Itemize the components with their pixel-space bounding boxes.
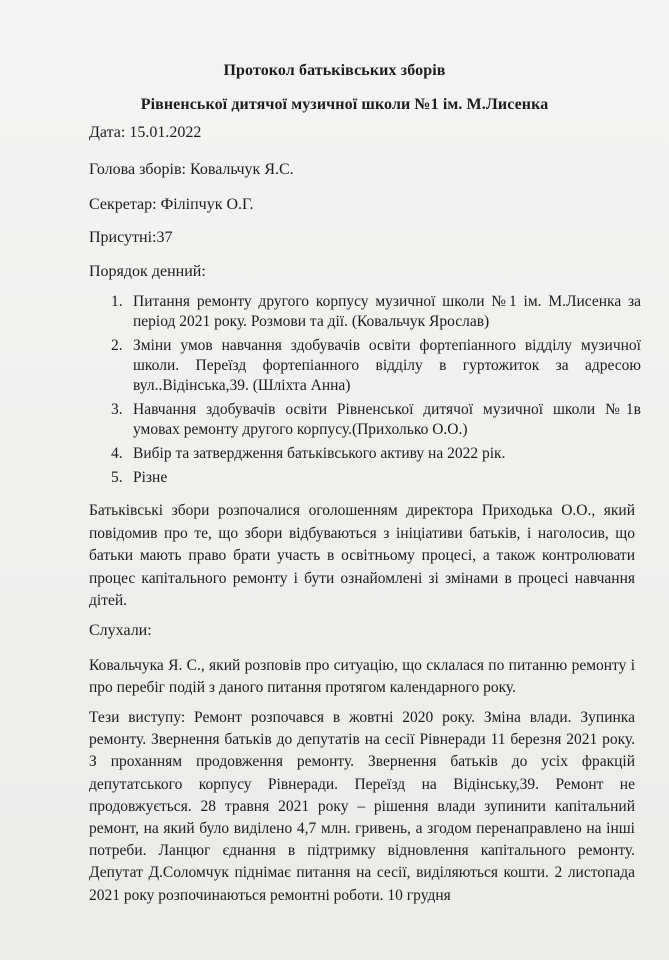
agenda-item [111, 444, 641, 464]
agenda-item-number: 5. [111, 469, 123, 486]
speaker-paragraph: Ковальчука Я. С., який розповів про ситуацію, що склалася по питанню ремонту і про перебіг подій з даного питання протягом календарного року. [89, 657, 635, 696]
agenda-item-number: 1. [111, 293, 123, 310]
listened-heading: Слухали: [89, 622, 152, 639]
agenda-item [111, 468, 641, 488]
agenda-item-text: Навчання здобувачів освіти Рівненської дитячої музичної школи №1в умовах ремонту другого корпусу.(Прихолько О.О.) [133, 401, 641, 438]
agenda-heading: Порядок денний: [89, 263, 206, 280]
document-subtitle: Рівненської дитячої музичної школи №1 ім. М.Лисенка [140, 96, 549, 113]
agenda-item-text: Вибір та затвердження батьківського активу на 2022 рік. [133, 445, 506, 462]
agenda-item-number: 2. [111, 337, 123, 354]
meeting-date: Дата: 15.01.2022 [89, 124, 202, 141]
meeting-secretary: Секретар: Філіпчук О.Г. [89, 196, 254, 213]
opening-paragraph: Батьківські збори розпочалися оголошенням директора Приходька О.О., який повідомив про те, що збори відбуваються з ініціативи батьків, і наголосив, що батьки мають право брати участь в освітньому процесі, а також контролювати процес капітального ремонту і бути ознайомлені зі змінами в процесі навчання дітей. [89, 502, 635, 609]
speech-theses-paragraph: Тези виступу: Ремонт розпочався в жовтні 2020 року. Зміна влади. Зупинка ремонту. Звернення батьків до депутатів на сесії Рівнеради 11 березня 2021 року. З проханням продовження ремонту. Звернення батьків до усіх фракцій депутатського корпусу Рівнеради. Переїзд на Відінську,39. Ремонт не продовжується. 28 травня 2021 року – рішення влади зупинити капітальний ремонт, на який було виділено 4,7 млн. гривень, а згодом перенаправлено на інші потреби. Ланцюг єднання в підтримку відновлення капітального ремонту. Депутат Д.Соломчук піднімає питання на сесії, виділяються кошти. 2 листопада 2021 року розпочинаються ремонтні роботи. 10 грудня [89, 709, 635, 904]
agenda-item [111, 336, 641, 396]
agenda-item-text: Різне [133, 469, 168, 486]
document-title: Протокол батьківських зборів [223, 62, 446, 79]
agenda-item-text: Зміни умов навчання здобувачів освіти фортепіанного відділу музичної школи. Переїзд фортепіанного відділу в гуртожиток за адресою вул..Відінська,39. (Шліхта Анна) [133, 337, 641, 394]
meeting-chair: Голова зборів: Ковальчук Я.С. [89, 161, 294, 178]
meeting-present: Присутні:37 [89, 229, 173, 246]
agenda-item-number: 4. [111, 445, 123, 462]
agenda-item-number: 3. [111, 401, 123, 418]
agenda-list [111, 292, 641, 492]
agenda-item-text: Питання ремонту другого корпусу музичної школи №1 ім. М.Лисенка за період 2021 року. Розмови та дії. (Ковальчук Ярослав) [133, 293, 641, 330]
agenda-item [111, 400, 641, 440]
agenda-item [111, 292, 641, 332]
